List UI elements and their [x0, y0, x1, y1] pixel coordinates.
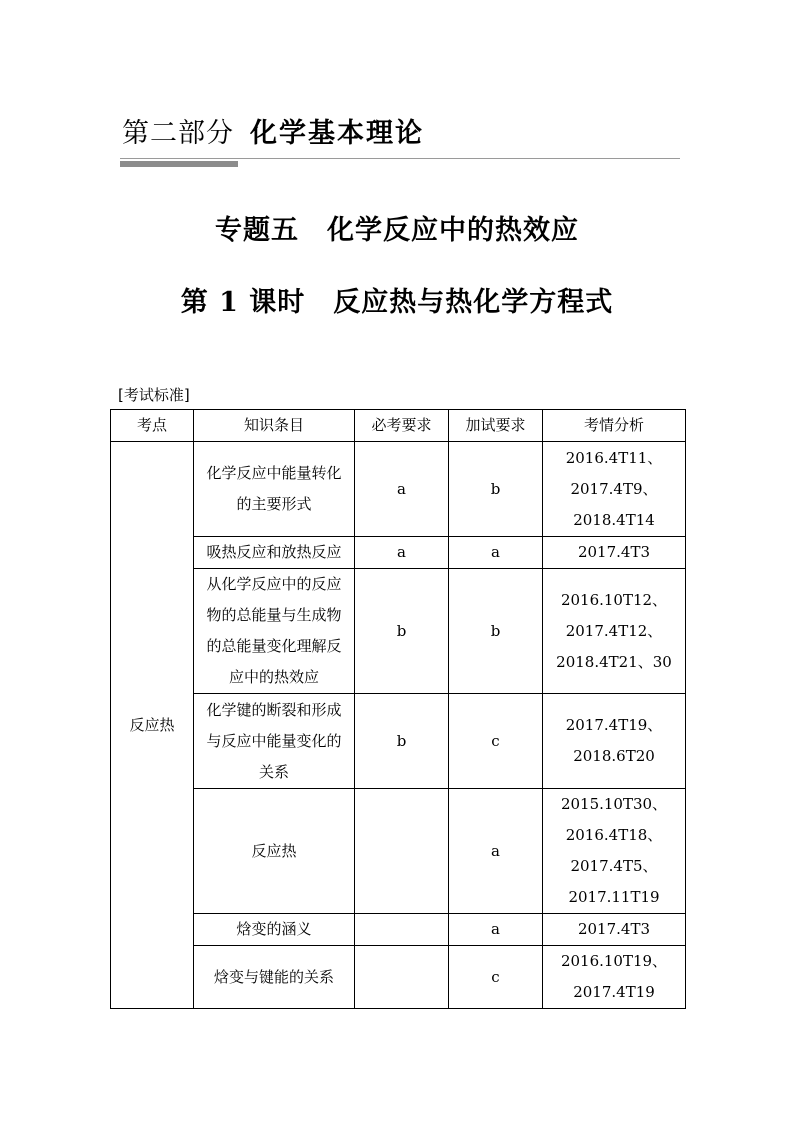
- item-text: 焓变与键能的关系: [213, 967, 334, 986]
- item-text: 化学反应中能量转化: [206, 464, 342, 482]
- item-text: 焓变的涵义: [236, 920, 312, 938]
- exam-reference: 2017.4T12、: [565, 621, 663, 640]
- required-level-cell: [355, 946, 449, 1009]
- exam-reference: 2018.6T20: [573, 747, 655, 765]
- item-cell: [194, 914, 355, 946]
- part-title: [122, 116, 424, 152]
- extra-level-cell: c: [449, 694, 543, 789]
- exam-reference: 2017.4T5、: [570, 857, 658, 875]
- exam-reference: 2018.4T21、30: [556, 652, 672, 671]
- table-row: [111, 537, 686, 569]
- item-text: 反应热: [251, 841, 297, 860]
- required-level-cell: a: [355, 537, 449, 569]
- analysis-cell: [543, 946, 686, 1009]
- topic-title: 专题五 化学反应中的热效应: [215, 215, 579, 246]
- analysis-cell: [543, 914, 686, 946]
- standards-label: [考试标准]: [118, 386, 190, 404]
- item-text: 应中的热效应: [228, 668, 319, 686]
- part-header: [120, 116, 680, 168]
- table-row: [111, 914, 686, 946]
- item-cell: [194, 694, 355, 789]
- exam-reference: 2017.4T3: [577, 543, 651, 561]
- item-cell: [194, 537, 355, 569]
- exam-reference: 2016.10T12、: [560, 590, 668, 609]
- item-text: 物的总能量与生成物: [206, 606, 342, 624]
- required-level-cell: [355, 914, 449, 946]
- header-rule: [120, 158, 680, 159]
- table-row: [111, 569, 686, 694]
- header-cell: 必考要求: [355, 410, 449, 442]
- table-row: [111, 946, 686, 1009]
- exam-reference: 2015.10T30、: [560, 795, 668, 813]
- item-text: 的总能量变化理解反: [206, 637, 342, 655]
- exam-reference: 2016.4T11、: [565, 448, 663, 467]
- table-row: [111, 442, 686, 537]
- extra-level-cell: c: [449, 946, 543, 1009]
- item-cell: [194, 442, 355, 537]
- part-number: 第二部分: [122, 118, 234, 149]
- extra-level-cell: b: [449, 442, 543, 537]
- table-header-row: [111, 410, 686, 442]
- item-text: 化学键的断裂和形成: [206, 700, 342, 719]
- header-cell: 考点: [111, 410, 194, 442]
- item-text: 从化学反应中的反应: [206, 575, 342, 593]
- required-level-cell: a: [355, 442, 449, 537]
- item-cell: [194, 789, 355, 914]
- analysis-cell: [543, 694, 686, 789]
- header-rule-accent: [120, 161, 238, 167]
- exam-reference: 2016.4T18、: [565, 826, 663, 844]
- required-level-cell: b: [355, 569, 449, 694]
- lesson-title: 第 1 课时 反应热与热化学方程式: [180, 287, 614, 318]
- item-text: 的主要形式: [236, 495, 312, 513]
- header-cell: 知识条目: [194, 410, 355, 442]
- extra-level-cell: b: [449, 569, 543, 694]
- item-cell: [194, 569, 355, 694]
- extra-level-cell: a: [449, 537, 543, 569]
- item-text: 与反应中能量变化的: [206, 731, 342, 750]
- exam-reference: 2018.4T14: [573, 510, 655, 529]
- analysis-cell: [543, 537, 686, 569]
- analysis-cell: [543, 569, 686, 694]
- table-row: [111, 694, 686, 789]
- table-row: [111, 789, 686, 914]
- exam-reference: 2017.4T19: [573, 983, 655, 1001]
- part-name: 化学基本理论: [250, 118, 424, 149]
- required-level-cell: [355, 789, 449, 914]
- item-text: 关系: [258, 762, 289, 781]
- analysis-cell: [543, 789, 686, 914]
- exam-reference: 2017.4T9、: [570, 479, 658, 498]
- exam-reference: 2016.10T19、: [560, 952, 668, 970]
- category-cell: 反应热: [111, 442, 194, 1009]
- exam-reference: 2017.4T3: [577, 920, 651, 938]
- exam-reference: 2017.4T19、: [565, 716, 663, 734]
- analysis-cell: [543, 442, 686, 537]
- exam-reference: 2017.11T19: [568, 888, 660, 906]
- required-level-cell: b: [355, 694, 449, 789]
- standards-table: [110, 409, 686, 1009]
- extra-level-cell: a: [449, 789, 543, 914]
- header-cell: 考情分析: [543, 410, 686, 442]
- item-text: 吸热反应和放热反应: [206, 543, 342, 561]
- extra-level-cell: a: [449, 914, 543, 946]
- item-cell: [194, 946, 355, 1009]
- header-cell: 加试要求: [449, 410, 543, 442]
